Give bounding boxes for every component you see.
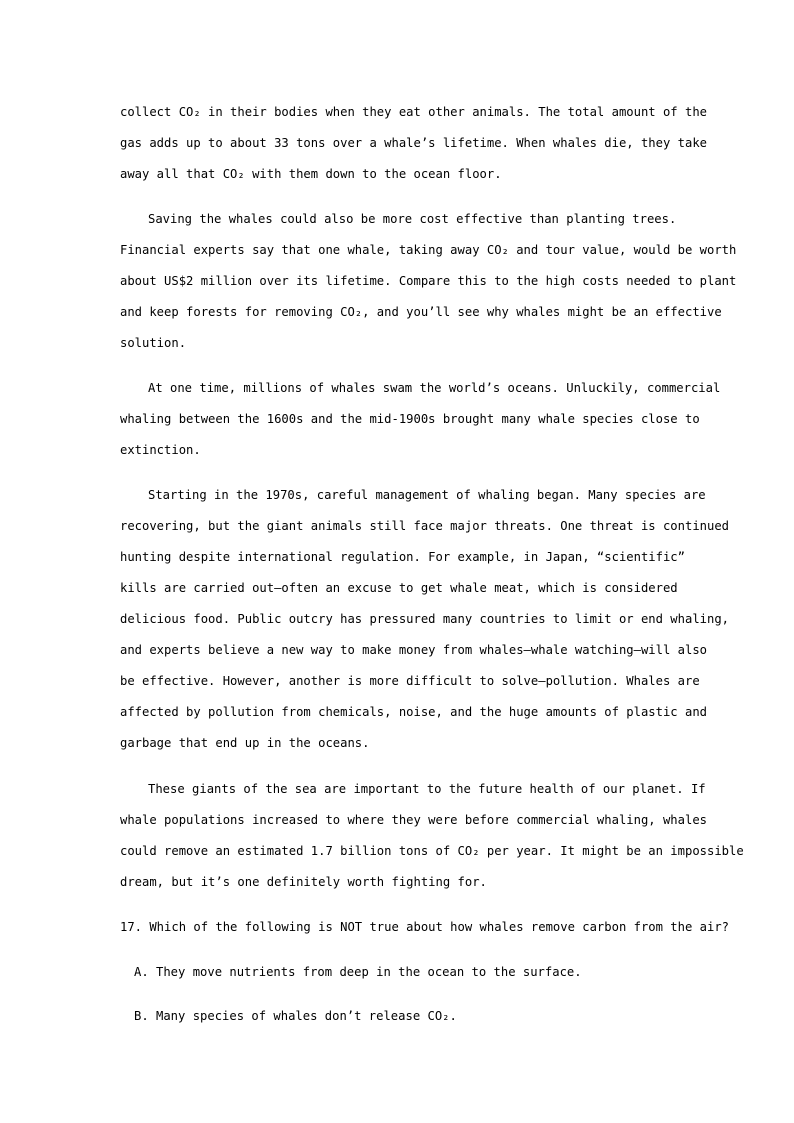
paragraph-line: recovering, but the giant animals still face major threats. One threat is continued <box>120 519 730 533</box>
paragraph-2 <box>120 204 737 359</box>
paragraph-3 <box>120 373 721 466</box>
paragraph-line: Saving the whales could also be more cost effective than planting trees. <box>148 212 677 226</box>
paragraph-line: garbage that end up in the oceans. <box>120 736 370 750</box>
paragraph-line: be effective. However, another is more difficult to solve—pollution. Whales are <box>120 674 700 688</box>
paragraph-4 <box>120 480 730 759</box>
paragraph-line: and keep forests for removing CO₂, and you’ll see why whales might be an effective <box>120 305 722 319</box>
paragraph-line: Starting in the 1970s, careful management of whaling began. Many species are <box>148 488 706 502</box>
question-text: 17. Which of the following is NOT true about how whales remove carbon from the air? <box>120 920 730 934</box>
paragraph-1 <box>120 97 707 190</box>
paragraph-line: could remove an estimated 1.7 billion tons of CO₂ per year. It might be an impossible <box>120 844 744 858</box>
paragraph-line: kills are carried out—often an excuse to get whale meat, which is considered <box>120 581 678 595</box>
paragraph-line: At one time, millions of whales swam the world’s oceans. Unluckily, commercial <box>148 381 721 395</box>
paragraph-line: affected by pollution from chemicals, noise, and the huge amounts of plastic and <box>120 705 707 719</box>
paragraph-line: solution. <box>120 336 187 350</box>
option-b: B. Many species of whales don’t release CO₂. <box>134 1009 457 1023</box>
paragraph-line: Financial experts say that one whale, taking away CO₂ and tour value, would be worth <box>120 243 737 257</box>
paragraph-line: dream, but it’s one definitely worth fighting for. <box>120 875 487 889</box>
paragraph-line: about US$2 million over its lifetime. Compare this to the high costs needed to plant <box>120 274 737 288</box>
paragraph-line: away all that CO₂ with them down to the ocean floor. <box>120 167 502 181</box>
paragraph-line: extinction. <box>120 443 201 457</box>
paragraph-5 <box>120 774 744 898</box>
paragraph-line: hunting despite international regulation. For example, in Japan, “scientific” <box>120 550 685 564</box>
paragraph-line: collect CO₂ in their bodies when they eat other animals. The total amount of the <box>120 105 707 119</box>
paragraph-line: whaling between the 1600s and the mid-1900s brought many whale species close to <box>120 412 700 426</box>
paragraph-line: These giants of the sea are important to the future health of our planet. If <box>148 782 706 796</box>
paragraph-line: delicious food. Public outcry has pressured many countries to limit or end whaling, <box>120 612 730 626</box>
option-a: A. They move nutrients from deep in the ocean to the surface. <box>134 965 582 979</box>
paragraph-line: whale populations increased to where they were before commercial whaling, whales <box>120 813 707 827</box>
paragraph-line: and experts believe a new way to make money from whales—whale watching—will also <box>120 643 707 657</box>
paragraph-line: gas adds up to about 33 tons over a whale’s lifetime. When whales die, they take <box>120 136 707 150</box>
